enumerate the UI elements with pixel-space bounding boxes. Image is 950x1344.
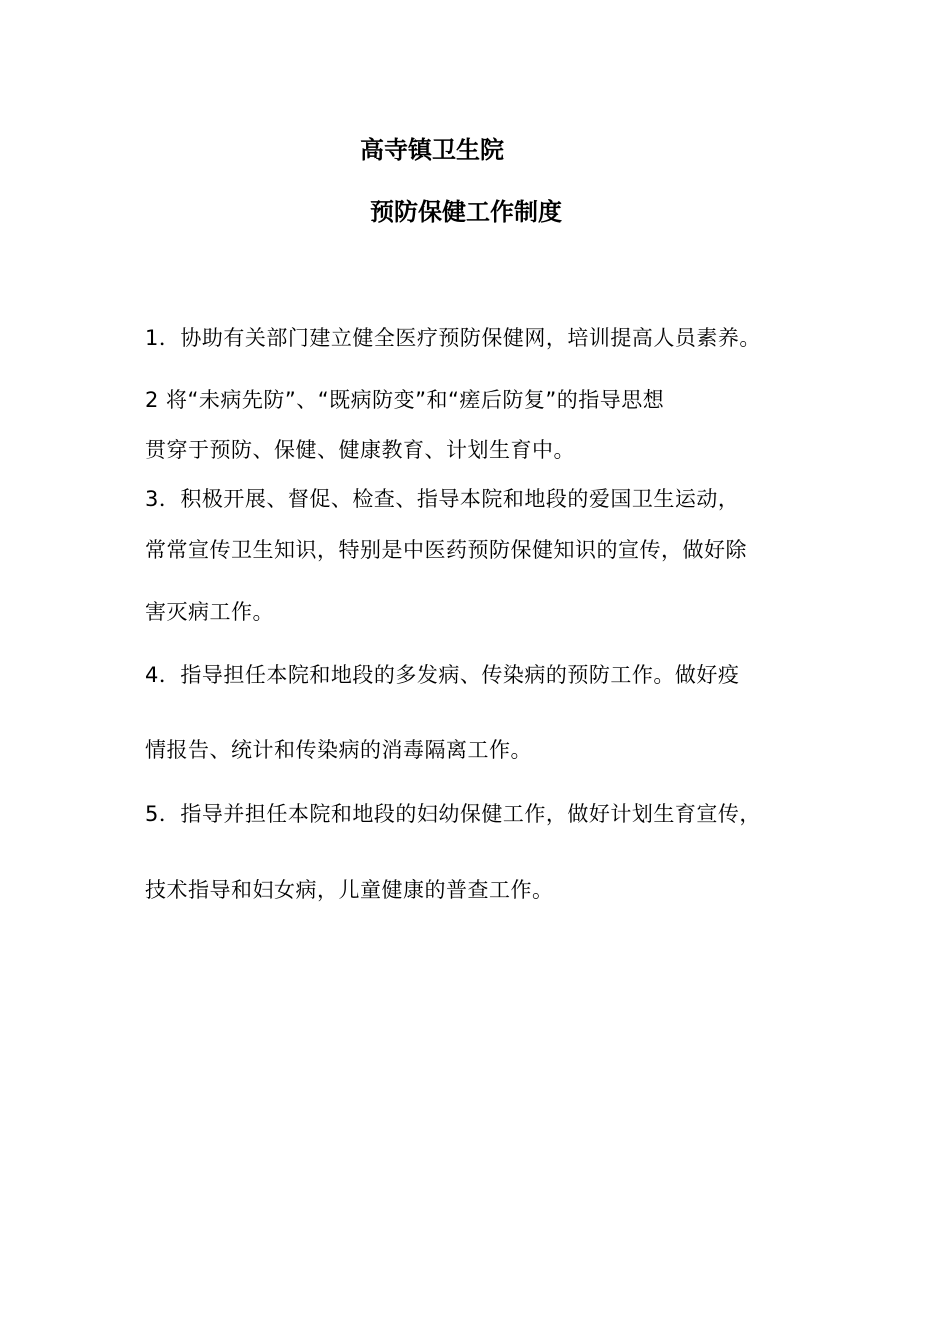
item-3-line-2: 常常宣传卫生知识，特别是中医药预防保健知识的宣传，做好除 xyxy=(145,538,747,562)
document-title: 预防保健工作制度 xyxy=(370,198,562,226)
item-5-line-2: 技术指导和妇女病，儿童健康的普查工作。 xyxy=(145,878,554,902)
item-4-line-1: 4．指导担任本院和地段的多发病、传染病的预防工作。做好疫 xyxy=(145,663,740,687)
item-2-line-2: 贯穿于预防、保健、健康教育、计划生育中。 xyxy=(145,438,575,462)
item-3-line-1: 3．积极开展、督促、检查、指导本院和地段的爱国卫生运动， xyxy=(145,487,740,511)
item-5-line-1: 5．指导并担任本院和地段的妇幼保健工作，做好计划生育宣传， xyxy=(145,802,761,826)
item-3-line-3: 害灭病工作。 xyxy=(145,600,274,624)
organization-title: 高寺镇卫生院 xyxy=(360,136,504,164)
item-2-line-1: 2 将“未病先防”、“既病防变”和“瘥后防复”的指导思想 xyxy=(145,388,665,412)
item-4-line-2: 情报告、统计和传染病的消毒隔离工作。 xyxy=(145,738,532,762)
item-1-line-1: 1．协助有关部门建立健全医疗预防保健网，培训提高人员素养。 xyxy=(145,326,761,350)
